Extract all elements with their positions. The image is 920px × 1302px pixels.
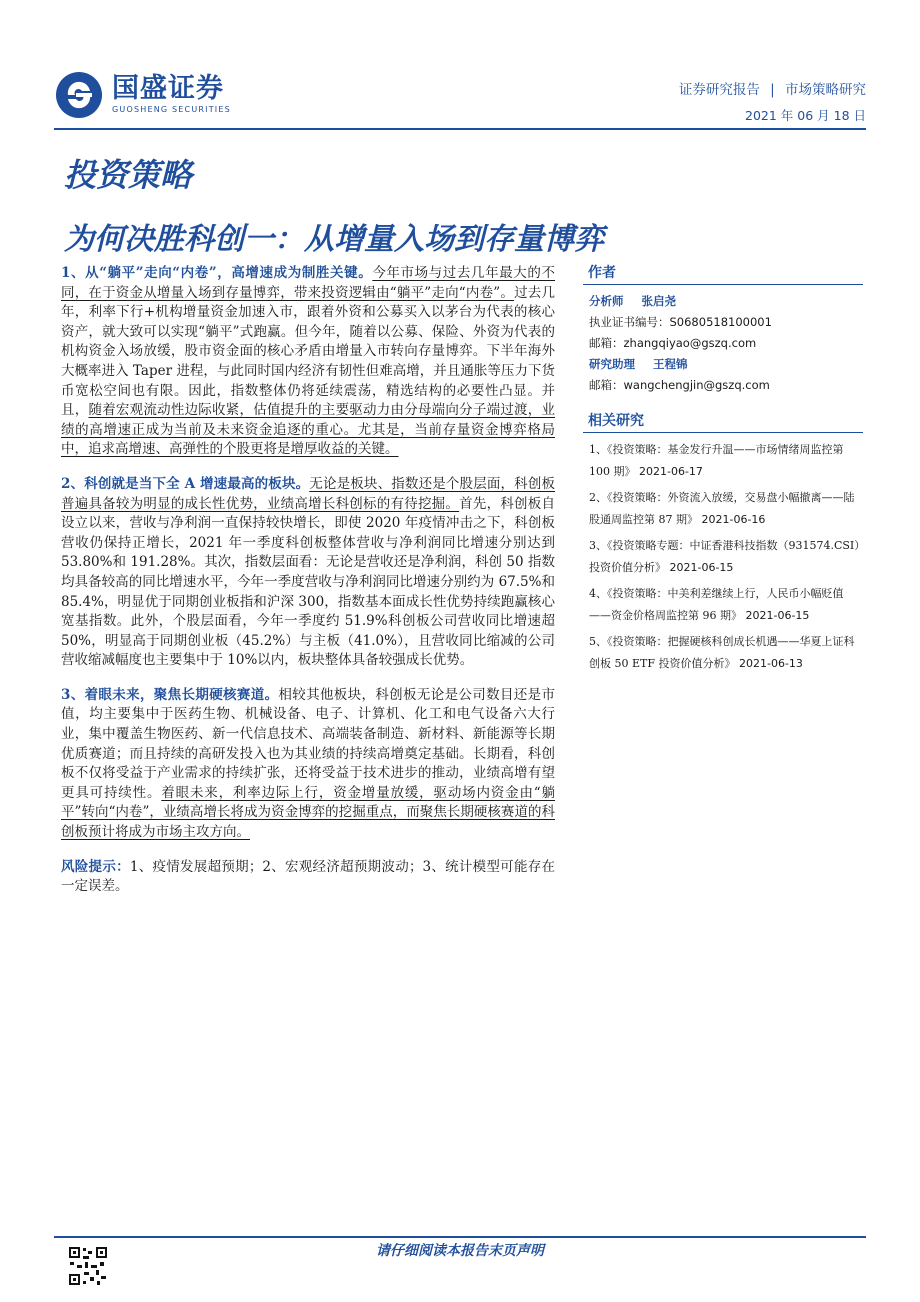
- risk-warning-text: 1、疫情发展超预期；2、宏观经济超预期波动；3、统计模型可能存在一定误差。: [61, 858, 555, 895]
- cert-label: 执业证书编号：: [589, 315, 670, 329]
- related-item-date: 2021-06-16: [701, 513, 766, 526]
- report-date: 2021 年 06 月 18 日: [745, 108, 866, 123]
- cert-number: S0680518100001: [669, 315, 772, 329]
- related-item-date: 2021-06-15: [669, 561, 734, 574]
- assistant-name: 王程锦: [653, 357, 688, 371]
- paragraph-2-body: 首先，科创板自设立以来，营收与净利润一直保持较快增长，即使 2020 年疫情冲击之下，科创板营收仍保持正增长，2021 年一季度科创板整体营收与净利润同比增速分别达到 53.80%和 191.28%。其次，指数层面看：无论是营收还是净利润，科创 50 指数均具备较高的同比增速水平，今年一季度营收与净利润同比增速分别约为 67.5%和 85.4%，明显优于同期创业板指和沪深 300，指数基本面成长性优势持续跑赢核心宽基指数。此外，个股层面看，今年一季度约 51.9%科创板公司营收同比增速超 50%，明显高于同期创业板（45.2%）与主板（41.0%），且营收同比缩减的公司营收缩减幅度也主要集中于 10%以内，板块整体具备较强成长优势。: [61, 495, 556, 669]
- related-item[interactable]: [589, 583, 863, 627]
- related-research: [583, 410, 863, 675]
- report-section-label: 投资策略: [64, 156, 193, 194]
- report-category: 市场策略研究: [785, 82, 866, 98]
- paragraph-2-highlight: 无论是板块、指数还是个股层面，科创板普遍具备较为明显的成长性优势，业绩高增长科创标的有待挖掘。: [61, 475, 555, 512]
- risk-warning: [61, 858, 555, 897]
- related-item-date: 2021-06-13: [739, 657, 803, 670]
- authors-block: [583, 285, 863, 396]
- related-item-title: 3、《投资策略专题：中证香港科技指数（931574.CSI）投资价值分析》: [589, 539, 860, 574]
- analyst-role: 分析师: [589, 294, 624, 308]
- analyst-email-label: 邮箱：: [589, 336, 624, 350]
- related-item[interactable]: [589, 631, 863, 675]
- sidebar: [583, 262, 863, 679]
- assistant-role: 研究助理: [589, 357, 635, 371]
- related-item-title: 5、《投资策略：把握硬核科创成长机遇——华夏上证科创板 50 ETF 投资价值分析》: [589, 635, 855, 670]
- related-item-title: 4、《投资策略：中美利差继续上行，人民币小幅贬值——资金价格周监控第 96 期》: [589, 587, 844, 622]
- logo-chinese-name: 国盛证券: [112, 73, 224, 104]
- company-logo: [54, 70, 231, 120]
- logo-english-name: GUOSHENG SECURITIES: [112, 105, 231, 114]
- related-list: [583, 433, 863, 675]
- paragraph-1-highlight-1: 今年市场与过去几年最大的不同，在于资金从增量入场到存量博弈，带来投资逻辑由“躺平”走向“内卷”。: [61, 265, 555, 301]
- paragraph-3-highlight: 着眼未来，利率边际上行，资金增量放缓，驱动场内资金由“躺平”转向“内卷”，业绩高增长将成为资金博弈的挖掘重点，而聚焦长期硬核赛道的科创板预计将成为市场主攻方向。: [61, 784, 556, 841]
- related-item-date: 2021-06-15: [745, 609, 810, 622]
- related-item[interactable]: [589, 439, 863, 483]
- related-item-title: 1、《投资策略：基金发行升温——市场情绪周监控第 100 期》: [589, 443, 844, 478]
- related-item[interactable]: [589, 487, 863, 531]
- report-title: 为何决胜科创一：从增量入场到存量博弈: [64, 222, 604, 257]
- header-separator: |: [770, 82, 775, 98]
- risk-warning-label: 风险提示：: [61, 858, 130, 875]
- paragraph-2-lead: 2、科创就是当下全 A 增速最高的板块。: [61, 475, 310, 492]
- guosheng-logo-icon: [54, 70, 104, 120]
- related-item-title: 2、《投资策略：外资流入放缓，交易盘小幅撤离——陆股通周监控第 87 期》: [589, 491, 855, 526]
- authors-heading: 作者: [583, 262, 863, 285]
- header-divider: [54, 128, 866, 130]
- report-summary: [61, 264, 555, 912]
- footer-divider: [54, 1236, 866, 1238]
- paragraph-3: [61, 686, 555, 843]
- paragraph-1-highlight-2: 随着宏观流动性边际收紧，估值提升的主要驱动力由分母端向分子端过渡，业绩的高增速正成为当前及未来资金追逐的重心。尤其是，当前存量资金博弈格局中，追求高增速、高弹性的个股更将是增厚收益的关键。: [61, 402, 556, 458]
- assistant-email[interactable]: wangchengjin@gszq.com: [623, 378, 770, 392]
- report-meta: [679, 80, 866, 126]
- analyst-email[interactable]: zhangqiyao@gszq.com: [623, 336, 757, 350]
- related-item-date: 2021-06-17: [639, 465, 703, 478]
- paragraph-1-body: 过去几年，利率下行+机构增量资金加速入市，跟着外资和公募买入以茅台为代表的核心资产，就大致可以实现“躺平”式跑赢。但今年，随着以公募、保险、外资为代表的机构资金入场放缓，股市资金面的核心矛盾由增量入市转向存量博弈。下半年海外大概率进入 Taper 进程，与此同时国内经济有韧性但难高增，并且通胀等压力下货币宽松空间也有限。因此，指数整体仍将延续震荡，精选结构的必要性凸显。并且，: [61, 284, 556, 419]
- analyst-name: 张启尧: [641, 294, 676, 308]
- paragraph-2: [61, 475, 555, 671]
- related-heading: 相关研究: [583, 410, 863, 433]
- related-item[interactable]: [589, 535, 863, 579]
- paragraph-3-body: 相较其他板块，科创板无论是公司数目还是市值，均主要集中于医药生物、机械设备、电子、计算机、化工和电气设备六大行业，集中覆盖生物医药、新一代信息技术、高端装备制造、新材料、新能源等长期优质赛道；而且持续的高研发投入也为其业绩的持续高增奠定基础。长期看，科创板不仅将受益于产业需求的持续扩张，还将受益于技术进步的推动，业绩高增有望更具可持续性。: [61, 686, 555, 801]
- paragraph-1-lead: 1、从“躺平”走向“内卷”，高增速成为制胜关键。: [61, 265, 373, 281]
- footer-disclaimer: 请仔细阅读本报告末页声明: [376, 1243, 544, 1259]
- report-type: 证券研究报告: [678, 82, 760, 98]
- paragraph-3-lead: 3、着眼未来，聚焦长期硬核赛道。: [61, 686, 279, 703]
- paragraph-1: [61, 264, 555, 460]
- assistant-email-label: 邮箱：: [589, 378, 624, 392]
